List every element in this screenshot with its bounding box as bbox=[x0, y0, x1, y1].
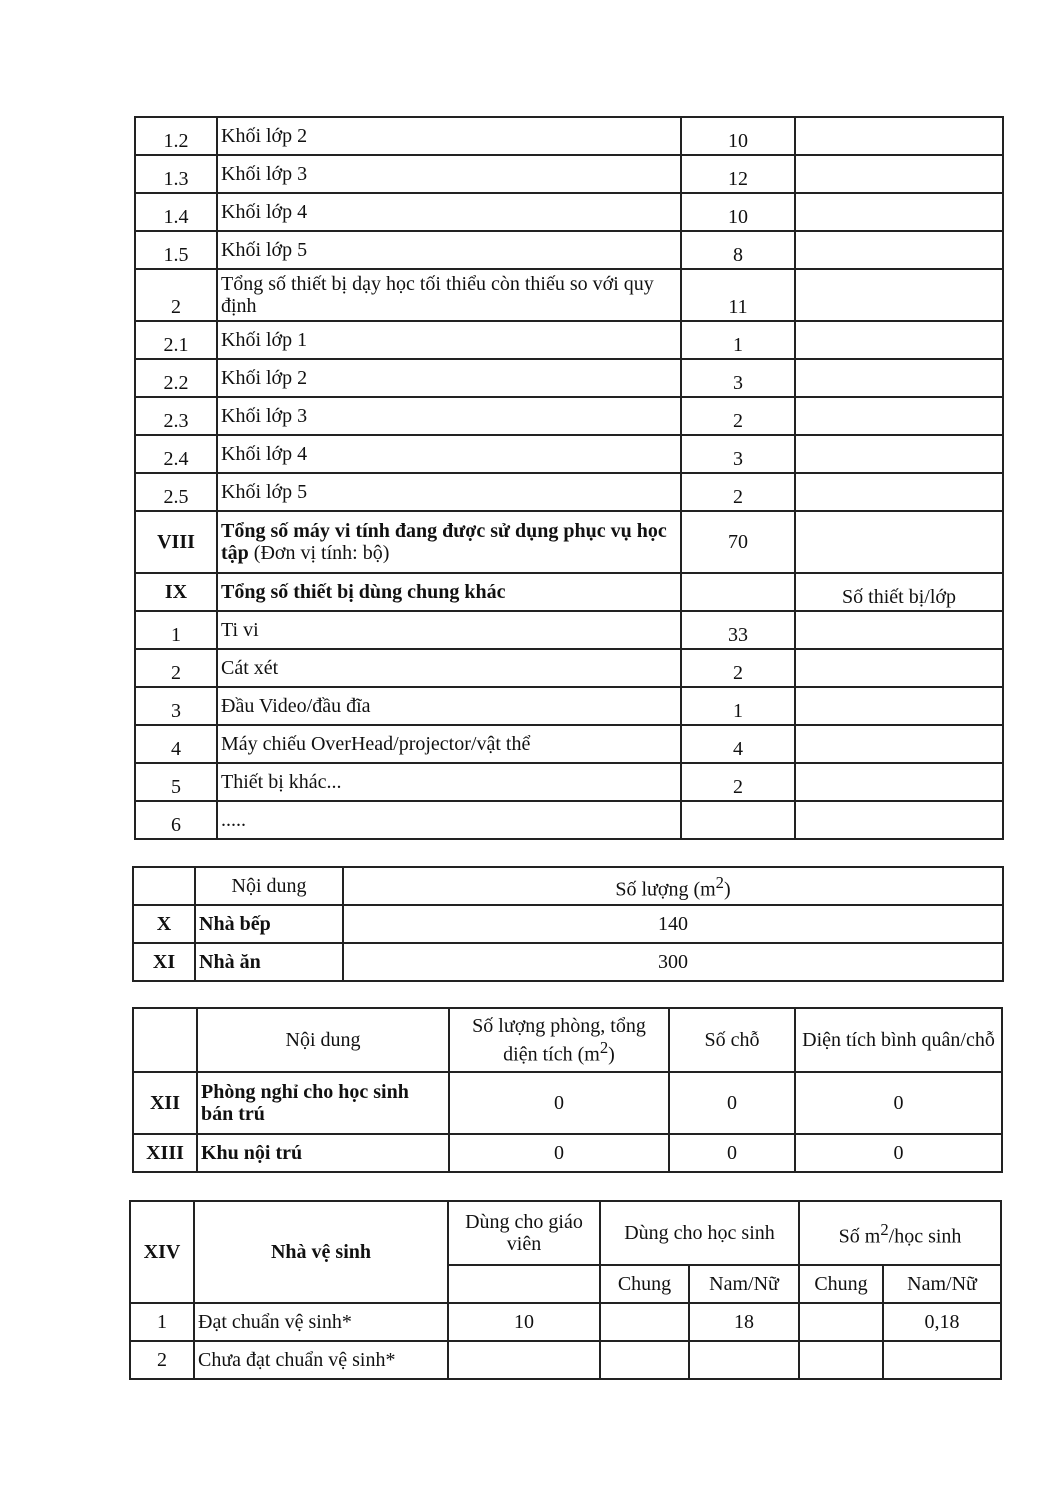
table-row bbox=[133, 943, 1003, 981]
row-note bbox=[795, 763, 1003, 801]
row-note bbox=[795, 687, 1003, 725]
row-m2-namnu: 0,18 bbox=[883, 1303, 1001, 1341]
row-content: Đạt chuẩn vệ sinh* bbox=[194, 1303, 448, 1341]
section-number: VIII bbox=[135, 511, 217, 573]
row-note bbox=[795, 397, 1003, 435]
row-note bbox=[795, 611, 1003, 649]
row-content: Khối lớp 3 bbox=[217, 155, 681, 193]
table-row bbox=[135, 763, 1003, 801]
header-content: Nội dung bbox=[197, 1008, 449, 1072]
row-number: 1 bbox=[135, 611, 217, 649]
row-note bbox=[795, 155, 1003, 193]
table-header-row bbox=[133, 1008, 1002, 1072]
table-row bbox=[135, 687, 1003, 725]
table-row bbox=[135, 435, 1003, 473]
row-note bbox=[795, 359, 1003, 397]
header-quantity-end: ) bbox=[723, 878, 731, 901]
sub-m2-chung: Chung bbox=[799, 1265, 883, 1303]
row-number: 1 bbox=[130, 1303, 194, 1341]
row-seats: 0 bbox=[669, 1134, 795, 1172]
section-note bbox=[795, 511, 1003, 573]
row-number: XI bbox=[133, 943, 195, 981]
row-number: 4 bbox=[135, 725, 217, 763]
row-content: Khối lớp 4 bbox=[217, 193, 681, 231]
row-content: Phòng nghỉ cho học sinh bán trú bbox=[197, 1072, 449, 1134]
row-student-namnu bbox=[689, 1341, 799, 1379]
row-content: Khu nội trú bbox=[197, 1134, 449, 1172]
row-m2-namnu bbox=[883, 1341, 1001, 1379]
row-number: 2.5 bbox=[135, 473, 217, 511]
row-content: Khối lớp 5 bbox=[217, 473, 681, 511]
row-value: 2 bbox=[681, 397, 795, 435]
row-value bbox=[681, 801, 795, 839]
section-note: Số thiết bị/lớp bbox=[795, 573, 1003, 611]
header-rooms bbox=[449, 1008, 669, 1072]
row-number: 2 bbox=[135, 649, 217, 687]
header-quantity bbox=[343, 867, 1003, 905]
row-number: 6 bbox=[135, 801, 217, 839]
row-student-chung bbox=[600, 1303, 689, 1341]
row-value: 3 bbox=[681, 435, 795, 473]
header-teacher: Dùng cho giáo viên bbox=[448, 1201, 600, 1265]
row-note bbox=[795, 473, 1003, 511]
row-number: 2.3 bbox=[135, 397, 217, 435]
header-seats: Số chỗ bbox=[669, 1008, 795, 1072]
table-row bbox=[133, 905, 1003, 943]
row-number: 1.3 bbox=[135, 155, 217, 193]
row-content: Máy chiếu OverHead/projector/vật thể bbox=[217, 725, 681, 763]
row-note bbox=[795, 725, 1003, 763]
section-content bbox=[217, 511, 681, 573]
header-rooms-sup: 2 bbox=[599, 1037, 609, 1057]
row-student-chung bbox=[600, 1341, 689, 1379]
row-area: 0 bbox=[795, 1134, 1002, 1172]
row-value: 10 bbox=[681, 117, 795, 155]
header-number bbox=[133, 1008, 197, 1072]
row-number: XII bbox=[133, 1072, 197, 1134]
row-m2-chung bbox=[799, 1303, 883, 1341]
row-content: ..... bbox=[217, 801, 681, 839]
row-note bbox=[795, 231, 1003, 269]
table-header-row bbox=[130, 1201, 1001, 1265]
row-rooms: 0 bbox=[449, 1134, 669, 1172]
row-seats: 0 bbox=[669, 1072, 795, 1134]
sub-student-namnu: Nam/Nữ bbox=[689, 1265, 799, 1303]
table-row bbox=[135, 193, 1003, 231]
row-number: 1.2 bbox=[135, 117, 217, 155]
section-row-viii bbox=[135, 511, 1003, 573]
row-content: Khối lớp 4 bbox=[217, 435, 681, 473]
table-row bbox=[135, 117, 1003, 155]
row-note bbox=[795, 269, 1003, 321]
sub-m2-namnu: Nam/Nữ bbox=[883, 1265, 1001, 1303]
table-row bbox=[135, 359, 1003, 397]
row-content: Tổng số thiết bị dạy học tối thiểu còn thiếu so với quy định bbox=[217, 269, 681, 321]
row-value: 12 bbox=[681, 155, 795, 193]
row-content: Ti vi bbox=[217, 611, 681, 649]
table-row bbox=[135, 231, 1003, 269]
header-m2 bbox=[799, 1201, 1001, 1265]
section-title: Tổng số thiết bị dùng chung khác bbox=[217, 573, 681, 611]
row-content: Khối lớp 2 bbox=[217, 117, 681, 155]
row-number: 5 bbox=[135, 763, 217, 801]
table-row bbox=[135, 801, 1003, 839]
header-m2-sup: 2 bbox=[880, 1219, 889, 1239]
row-value: 1 bbox=[681, 321, 795, 359]
row-number: XIII bbox=[133, 1134, 197, 1172]
row-content: Khối lớp 5 bbox=[217, 231, 681, 269]
row-content: Nhà bếp bbox=[195, 905, 343, 943]
row-value: 33 bbox=[681, 611, 795, 649]
row-value: 11 bbox=[681, 269, 795, 321]
table-row bbox=[135, 269, 1003, 321]
row-content: Nhà ăn bbox=[195, 943, 343, 981]
row-rooms: 0 bbox=[449, 1072, 669, 1134]
row-content: Khối lớp 1 bbox=[217, 321, 681, 359]
section-value: 70 bbox=[681, 511, 795, 573]
row-content: Thiết bị khác... bbox=[217, 763, 681, 801]
row-content: Khối lớp 2 bbox=[217, 359, 681, 397]
table-row bbox=[135, 321, 1003, 359]
table-row bbox=[133, 1072, 1002, 1134]
table-row bbox=[133, 1134, 1002, 1172]
section-title: Tổng số máy vi tính đang được sử dụng phục vụ học tập bbox=[221, 520, 667, 564]
row-value: 140 bbox=[343, 905, 1003, 943]
row-number: 2.2 bbox=[135, 359, 217, 397]
row-value: 4 bbox=[681, 725, 795, 763]
row-value: 2 bbox=[681, 473, 795, 511]
kitchen-table bbox=[132, 866, 1004, 982]
section-title: Nhà vệ sinh bbox=[194, 1201, 448, 1303]
row-note bbox=[795, 193, 1003, 231]
row-value: 10 bbox=[681, 193, 795, 231]
row-number: 2.4 bbox=[135, 435, 217, 473]
row-note bbox=[795, 321, 1003, 359]
row-area: 0 bbox=[795, 1072, 1002, 1134]
row-number: 2.1 bbox=[135, 321, 217, 359]
row-note bbox=[795, 801, 1003, 839]
equipment-table bbox=[134, 116, 1004, 840]
header-number bbox=[133, 867, 195, 905]
boarding-table bbox=[132, 1007, 1003, 1173]
header-m2-end: /học sinh bbox=[888, 1225, 962, 1248]
table-row bbox=[130, 1341, 1001, 1379]
row-value: 1 bbox=[681, 687, 795, 725]
toilet-table bbox=[129, 1200, 1002, 1380]
row-note bbox=[795, 649, 1003, 687]
header-quantity-text: Số lượng (m bbox=[615, 878, 716, 901]
table-row bbox=[135, 473, 1003, 511]
table-row bbox=[135, 155, 1003, 193]
row-number: 3 bbox=[135, 687, 217, 725]
row-value: 300 bbox=[343, 943, 1003, 981]
header-student: Dùng cho học sinh bbox=[600, 1201, 799, 1265]
row-number: 2 bbox=[130, 1341, 194, 1379]
table-row bbox=[135, 725, 1003, 763]
row-content: Cát xét bbox=[217, 649, 681, 687]
row-value: 3 bbox=[681, 359, 795, 397]
section-value bbox=[681, 573, 795, 611]
row-content: Đầu Video/đầu đĩa bbox=[217, 687, 681, 725]
section-unit: (Đơn vị tính: bộ) bbox=[248, 542, 390, 564]
table-row bbox=[135, 611, 1003, 649]
row-content: Khối lớp 3 bbox=[217, 397, 681, 435]
row-content: Chưa đạt chuẩn vệ sinh* bbox=[194, 1341, 448, 1379]
table-header-row bbox=[133, 867, 1003, 905]
equipment-table-body bbox=[135, 117, 1003, 839]
row-number: 1.5 bbox=[135, 231, 217, 269]
sub-student-chung: Chung bbox=[600, 1265, 689, 1303]
header-m2-text: Số m bbox=[838, 1225, 881, 1248]
row-note bbox=[795, 435, 1003, 473]
header-rooms-text: Số lượng phòng, tổng diện tích (m bbox=[472, 1014, 646, 1066]
table-row bbox=[130, 1303, 1001, 1341]
row-student-namnu: 18 bbox=[689, 1303, 799, 1341]
table-row bbox=[135, 397, 1003, 435]
row-number: X bbox=[133, 905, 195, 943]
header-rooms-end: ) bbox=[608, 1043, 615, 1066]
row-m2-chung bbox=[799, 1341, 883, 1379]
header-quantity-sup: 2 bbox=[715, 872, 724, 892]
section-number: XIV bbox=[130, 1201, 194, 1303]
row-value: 2 bbox=[681, 649, 795, 687]
row-number: 1.4 bbox=[135, 193, 217, 231]
row-value: 2 bbox=[681, 763, 795, 801]
row-value: 8 bbox=[681, 231, 795, 269]
row-number: 2 bbox=[135, 269, 217, 321]
header-content: Nội dung bbox=[195, 867, 343, 905]
row-teacher bbox=[448, 1341, 600, 1379]
row-note bbox=[795, 117, 1003, 155]
table-row bbox=[135, 649, 1003, 687]
section-number: IX bbox=[135, 573, 217, 611]
row-teacher: 10 bbox=[448, 1303, 600, 1341]
sub-teacher-blank bbox=[448, 1265, 600, 1303]
header-area: Diện tích bình quân/chỗ bbox=[795, 1008, 1002, 1072]
section-row-ix bbox=[135, 573, 1003, 611]
